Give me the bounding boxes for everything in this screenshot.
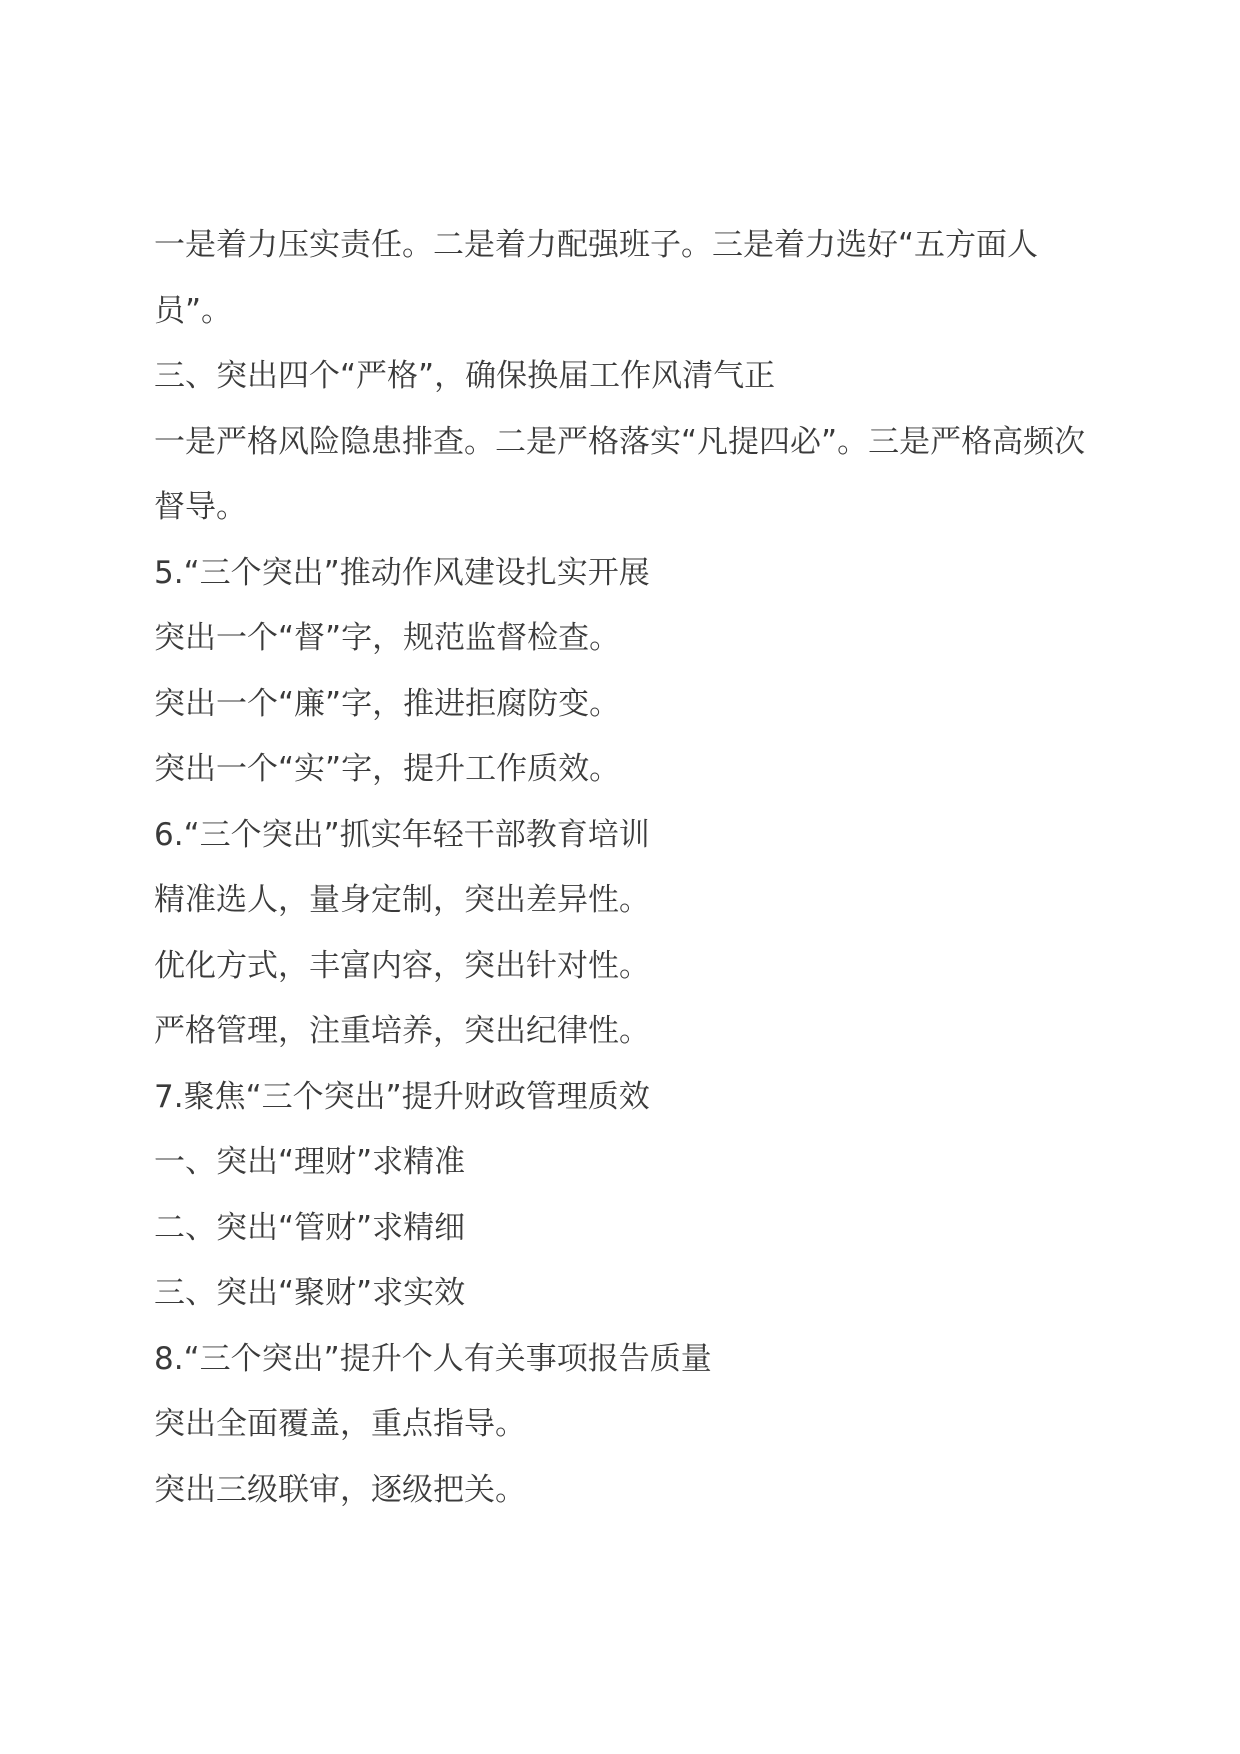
paragraph: 突出全面覆盖，重点指导。 xyxy=(154,1406,526,1442)
paragraph: 突出一个“实”字，提升工作质效。 xyxy=(154,751,621,787)
paragraph: 严格管理，注重培养，突出纪律性。 xyxy=(154,1013,650,1049)
section-heading: 一、突出“理财”求精准 xyxy=(154,1144,466,1180)
paragraph: 一是严格风险隐患排查。二是严格落实“凡提四必”。三是严格高频次督导。 xyxy=(154,423,1086,525)
item-heading: 8.“三个突出”提升个人有关事项报告质量 xyxy=(154,1340,712,1377)
section-heading: 三、突出四个“严格”，确保换届工作风清气正 xyxy=(154,358,776,394)
section-heading: 二、突出“管财”求精细 xyxy=(154,1209,466,1246)
item-heading: 6.“三个突出”抓实年轻干部教育培训 xyxy=(154,816,650,853)
paragraph: 突出一个“督”字，规范监督检查。 xyxy=(154,620,621,656)
document-body xyxy=(154,213,1094,1523)
paragraph: 精准选人，量身定制，突出差异性。 xyxy=(154,882,650,918)
item-heading: 5.“三个突出”推动作风建设扎实开展 xyxy=(154,554,650,591)
item-heading: 7.聚焦“三个突出”提升财政管理质效 xyxy=(154,1078,650,1115)
paragraph: 突出一个“廉”字，推进拒腐防变。 xyxy=(154,685,621,722)
paragraph: 优化方式，丰富内容，突出针对性。 xyxy=(154,947,650,984)
paragraph: 一是着力压实责任。二是着力配强班子。三是着力选好“五方面人员”。 xyxy=(154,227,1039,329)
section-heading: 三、突出“聚财”求实效 xyxy=(154,1275,466,1311)
paragraph: 突出三级联审，逐级把关。 xyxy=(154,1471,526,1508)
